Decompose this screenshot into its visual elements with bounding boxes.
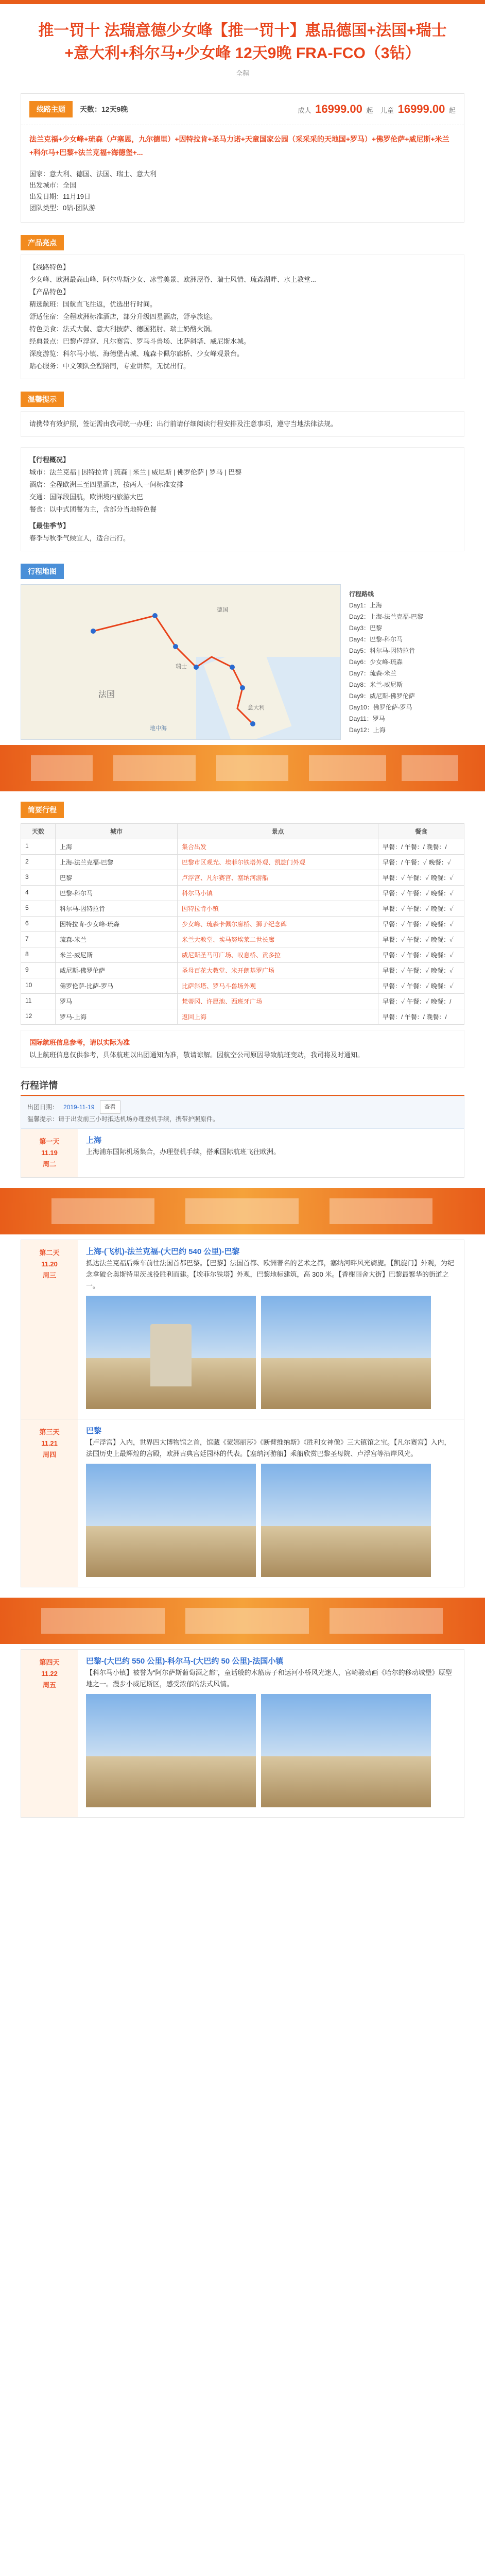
features-line: 深度游览：科尔马小镇、海德堡古城、琉森卡佩尔廊桥、少女峰观景台。 bbox=[29, 350, 244, 358]
legend-item: Day5：科尔马-因特拉肯 bbox=[349, 647, 415, 654]
band-image bbox=[113, 755, 196, 781]
meta-value: 全国 bbox=[63, 181, 77, 189]
overview-line: 餐食：以中式团餐为主，含部分当地特色餐 bbox=[29, 505, 157, 513]
meta-list bbox=[21, 166, 464, 222]
flight-tip-title: 国际航班信息参考，请以实际为准 bbox=[29, 1039, 130, 1046]
band-image bbox=[216, 755, 288, 781]
adult-unit: 起 bbox=[366, 107, 373, 114]
legend-item: Day8：米兰-威尼斯 bbox=[349, 681, 403, 688]
map-label: 意大利 bbox=[248, 705, 265, 711]
price-box bbox=[298, 103, 456, 116]
cell-day: 7 bbox=[21, 932, 56, 947]
band-image bbox=[31, 755, 93, 781]
table-row bbox=[21, 947, 464, 963]
band-image bbox=[51, 1198, 154, 1224]
cell-meal: 早餐：✓ 午餐：✓ 晚餐：✓ bbox=[378, 963, 464, 978]
cell-spot: 米兰大教堂、埃马努埃莱二世长廊 bbox=[178, 932, 378, 947]
day-label: 第二天 11.20 周三 bbox=[21, 1240, 78, 1419]
map-point bbox=[152, 613, 158, 618]
col-header: 景点 bbox=[178, 824, 378, 839]
overview-title: 【行程概况】 bbox=[29, 456, 70, 464]
cell-day: 2 bbox=[21, 855, 56, 870]
day-title: 巴黎 bbox=[86, 1427, 102, 1435]
day-content bbox=[78, 1240, 464, 1419]
info-row bbox=[27, 1100, 458, 1114]
cell-spot: 集合出发 bbox=[178, 839, 378, 855]
cell-spot: 返回上海 bbox=[178, 1009, 378, 1025]
season-title: 【最佳季节】 bbox=[29, 522, 70, 530]
day-label: 第一天 11.19 周二 bbox=[21, 1129, 78, 1177]
strip-label: 出团日期： bbox=[27, 1104, 59, 1111]
cell-spot: 比萨斜塔、罗马斗兽场外观 bbox=[178, 978, 378, 994]
day-title: 上海 bbox=[86, 1136, 102, 1145]
page-title: 推一罚十 法瑞意德少女峰【推一罚十】惠品德国+法国+瑞士+意大利+科尔马+少女峰 12天9晚 FRA-FCO（3钻） bbox=[38, 22, 447, 62]
map-point bbox=[173, 644, 178, 649]
photo-arc-de-triomphe bbox=[86, 1296, 256, 1409]
cell-city: 威尼斯-佛罗伦萨 bbox=[56, 963, 178, 978]
features-line: 【线路特色】 bbox=[29, 263, 70, 271]
route-map bbox=[21, 584, 341, 740]
legend-item: Day10：佛罗伦萨-罗马 bbox=[349, 704, 412, 711]
day-content bbox=[78, 1129, 464, 1177]
notice-tag: 温馨提示 bbox=[21, 392, 64, 407]
legend-item: Day3：巴黎 bbox=[349, 624, 383, 632]
route-line: 法兰克福+少女峰+琉森（卢塞恩，九尔德里）+因特拉肯+圣马力诺+天童国家公园（采采采的天地国+罗马）+佛罗伦萨+威尼斯+米兰+科尔马+巴黎+法兰克福+海德堡+... bbox=[29, 135, 449, 157]
legend-item: Day1：上海 bbox=[349, 602, 383, 609]
meta-row bbox=[29, 168, 456, 180]
view-button[interactable]: 查看 bbox=[100, 1100, 120, 1114]
map-section bbox=[21, 584, 464, 740]
band-image bbox=[185, 1608, 309, 1634]
adult-price: 16999.00 bbox=[315, 103, 362, 115]
table-row bbox=[21, 994, 464, 1009]
table-row bbox=[21, 901, 464, 917]
legend-title: 行程路线 bbox=[349, 590, 374, 598]
cell-spot: 梵蒂冈、许愿池、西班牙广场 bbox=[178, 994, 378, 1009]
meta-row bbox=[29, 180, 456, 191]
cell-spot: 卢浮宫、凡尔赛宫、塞纳河游船 bbox=[178, 870, 378, 886]
col-header: 餐食 bbox=[378, 824, 464, 839]
band-image bbox=[330, 1198, 432, 1224]
cell-day: 4 bbox=[21, 886, 56, 901]
map-pill: 行程地图 bbox=[21, 564, 64, 579]
notice-title bbox=[21, 392, 464, 407]
adult-label: 成人 bbox=[298, 107, 311, 114]
table-row bbox=[21, 917, 464, 932]
cell-meal: 早餐：✓ 午餐：✓ 晚餐：✓ bbox=[378, 978, 464, 994]
map-point bbox=[230, 665, 235, 670]
table-row bbox=[21, 839, 464, 855]
day-block bbox=[21, 1129, 464, 1178]
meta-row bbox=[29, 191, 456, 202]
cell-meal: 早餐：✓ 午餐：✓ 晚餐：✓ bbox=[378, 917, 464, 932]
overview-line: 城市：法兰克福 | 因特拉肯 | 琉森 | 米兰 | 威尼斯 | 佛罗伦萨 | 罗马 | 巴黎 bbox=[29, 468, 242, 476]
table-row bbox=[21, 963, 464, 978]
map-route-line bbox=[93, 616, 253, 724]
cell-meal: 早餐：✓ 午餐：✓ 晚餐：✓ bbox=[378, 886, 464, 901]
day-text: 上海浦东国际机场集合，办理登机手续，搭乘国际航班飞往欧洲。 bbox=[86, 1148, 281, 1156]
top-accent-bar bbox=[0, 0, 485, 4]
cell-city: 科尔马-因特拉肯 bbox=[56, 901, 178, 917]
cell-city: 巴黎 bbox=[56, 870, 178, 886]
itinerary-title bbox=[21, 802, 464, 818]
band-image bbox=[402, 755, 458, 781]
features-line: 精选航班：国航直飞往返，优选出行时间。 bbox=[29, 300, 157, 308]
cell-meal: 早餐：✓ 午餐：✓ 晚餐：✓ bbox=[378, 932, 464, 947]
page-subtitle: 全程 bbox=[235, 70, 249, 77]
cell-day: 3 bbox=[21, 870, 56, 886]
map-label: 德国 bbox=[217, 607, 228, 613]
cell-day: 9 bbox=[21, 963, 56, 978]
cell-day: 8 bbox=[21, 947, 56, 963]
child-price: 16999.00 bbox=[397, 103, 445, 115]
strip-text: 温馨提示：请于出发前三小时抵达机场办理登机手续，携带护照原件。 bbox=[27, 1115, 219, 1123]
map-label: 瑞士 bbox=[176, 664, 187, 670]
table-row bbox=[21, 855, 464, 870]
decor-band bbox=[0, 745, 485, 791]
table-row bbox=[21, 886, 464, 901]
band-image bbox=[185, 1198, 299, 1224]
overview-line: 酒店：全程欧洲三至四星酒店，按两人一间标准安排 bbox=[29, 481, 184, 488]
cell-day: 1 bbox=[21, 839, 56, 855]
cell-city: 罗马-上海 bbox=[56, 1009, 178, 1025]
notice-body: 请携带有效护照，签证需由我司统一办理；出行前请仔细阅读行程安排及注意事项，遵守当地法律法规。 bbox=[21, 411, 464, 437]
cell-city: 琉森-米兰 bbox=[56, 932, 178, 947]
features-line: 【产品特色】 bbox=[29, 288, 70, 296]
legend-item: Day12：上海 bbox=[349, 726, 386, 734]
day-label: 第四天 11.22 周五 bbox=[21, 1650, 78, 1817]
cell-city: 佛罗伦萨-比萨-罗马 bbox=[56, 978, 178, 994]
cell-meal: 早餐：✓ 午餐：✓ 晚餐：/ bbox=[378, 994, 464, 1009]
overview-body bbox=[21, 447, 464, 551]
day-content bbox=[78, 1650, 464, 1817]
detail-title: 行程详情 bbox=[21, 1078, 464, 1096]
meta-key: 国家： bbox=[29, 170, 50, 178]
meta-key: 出发城市： bbox=[29, 181, 63, 189]
features-title bbox=[21, 235, 464, 250]
meta-key: 团队类型： bbox=[29, 204, 63, 212]
legend-item: Day6：少女峰-琉森 bbox=[349, 658, 403, 666]
day-text: 抵达法兰克福后乘车前往法国首都巴黎。【巴黎】法国首都、欧洲著名的艺术之都，塞纳河畔风光旖旎。【凯旋门】外观，为纪念拿破仑奥斯特里茨战役胜利而建。【埃菲尔铁塔】外观，巴黎地标建筑，高 300 米。【香榭丽舍大街】巴黎最繁华的街道之一。 bbox=[86, 1259, 455, 1290]
summary-tag: 线路主题 bbox=[29, 101, 73, 117]
decor-band bbox=[0, 1188, 485, 1234]
band-image bbox=[41, 1608, 165, 1634]
photo-colmar bbox=[86, 1694, 256, 1807]
cell-day: 6 bbox=[21, 917, 56, 932]
flight-tip-text: 以上航班信息仅供参考，具体航班以出团通知为准，敬请谅解。因航空公司原因导致航班变动，我司将及时通知。 bbox=[29, 1051, 365, 1059]
cell-city: 米兰-威尼斯 bbox=[56, 947, 178, 963]
features-line: 贴心服务：中文领队全程陪同，专业讲解，无忧出行。 bbox=[29, 362, 190, 370]
map-point bbox=[250, 721, 255, 726]
flight-tip bbox=[21, 1030, 464, 1068]
day-block bbox=[21, 1419, 464, 1587]
col-header: 天数 bbox=[21, 824, 56, 839]
title-area bbox=[0, 4, 485, 83]
meta-value: 11月19日 bbox=[63, 193, 91, 200]
itinerary-pill: 简要行程 bbox=[21, 802, 64, 818]
features-line: 少女峰、欧洲最高山峰、阿尔卑斯少女、冰雪美景、欧洲屋脊、瑞士风情、琉森湖畔、水上教堂... bbox=[29, 276, 316, 283]
band-image bbox=[309, 755, 386, 781]
strip-date: 2019-11-19 bbox=[63, 1104, 95, 1111]
cell-spot: 科尔马小镇 bbox=[178, 886, 378, 901]
cell-meal: 早餐：✓ 午餐：✓ 晚餐：✓ bbox=[378, 947, 464, 963]
summary-header bbox=[21, 94, 464, 125]
cell-spot: 威尼斯圣马可广场、叹息桥、贡多拉 bbox=[178, 947, 378, 963]
photo-louvre bbox=[86, 1464, 256, 1577]
cell-day: 10 bbox=[21, 978, 56, 994]
cell-meal: 早餐：/ 午餐：/ 晚餐：/ bbox=[378, 1009, 464, 1025]
cell-city: 上海-法兰克福-巴黎 bbox=[56, 855, 178, 870]
cell-city: 因特拉肯-少女峰-琉森 bbox=[56, 917, 178, 932]
meta-value: 0钻·团队游 bbox=[63, 204, 96, 212]
photo-versailles bbox=[261, 1464, 431, 1577]
day-content bbox=[78, 1419, 464, 1587]
cell-day: 12 bbox=[21, 1009, 56, 1025]
cell-day: 11 bbox=[21, 994, 56, 1009]
day-block bbox=[21, 1649, 464, 1818]
table-row bbox=[21, 870, 464, 886]
cell-meal: 早餐：/ 午餐：✓ 晚餐：✓ bbox=[378, 855, 464, 870]
cell-meal: 早餐：✓ 午餐：✓ 晚餐：✓ bbox=[378, 870, 464, 886]
cell-meal: 早餐：✓ 午餐：✓ 晚餐：✓ bbox=[378, 901, 464, 917]
map-point bbox=[240, 685, 245, 690]
table-header-row bbox=[21, 824, 464, 839]
cell-meal: 早餐：/ 午餐：/ 晚餐：/ bbox=[378, 839, 464, 855]
table-row bbox=[21, 932, 464, 947]
cell-spot: 圣母百花大教堂、米开朗基罗广场 bbox=[178, 963, 378, 978]
map-label: 法国 bbox=[98, 690, 115, 699]
features-body bbox=[21, 255, 464, 379]
legend-item: Day7：琉森-米兰 bbox=[349, 670, 397, 677]
day-title: 上海-(飞机)-法兰克福-(大巴约 540 公里)-巴黎 bbox=[86, 1247, 240, 1256]
map-title bbox=[21, 564, 464, 579]
cell-spot: 少女峰、琉森卡佩尔廊桥、狮子纪念碑 bbox=[178, 917, 378, 932]
photo-bridge bbox=[261, 1296, 431, 1409]
decor-band bbox=[0, 1598, 485, 1644]
days-count: 天数：12天9晚 bbox=[80, 105, 128, 113]
legend-item: Day11：罗马 bbox=[349, 715, 385, 722]
map-legend bbox=[341, 584, 464, 740]
detail-info-strip bbox=[21, 1096, 464, 1129]
col-header: 城市 bbox=[56, 824, 178, 839]
table-row bbox=[21, 1009, 464, 1025]
features-line: 经典景点：巴黎卢浮宫、凡尔赛宫、罗马斗兽场、比萨斜塔、威尼斯水城。 bbox=[29, 337, 251, 345]
meta-value: 意大利、德国、法国、瑞士、意大利 bbox=[49, 170, 157, 178]
map-point bbox=[91, 629, 96, 634]
meta-row bbox=[29, 202, 456, 214]
cell-city: 上海 bbox=[56, 839, 178, 855]
child-label: 儿童 bbox=[380, 107, 394, 114]
map-label: 地中海 bbox=[150, 725, 167, 732]
features-line: 特色美食：法式大餐、意大利披萨、德国猪肘、瑞士奶酪火锅。 bbox=[29, 325, 217, 333]
day-label: 第三天 11.21 周四 bbox=[21, 1419, 78, 1587]
map-point bbox=[194, 665, 199, 670]
child-unit: 起 bbox=[448, 107, 456, 114]
overview-line: 交通：国际段国航，欧洲境内旅游大巴 bbox=[29, 493, 144, 501]
day-title: 巴黎-(大巴约 550 公里)-科尔马-(大巴约 50 公里)-法国小镇 bbox=[86, 1657, 284, 1666]
band-image bbox=[330, 1608, 443, 1634]
day-block bbox=[21, 1240, 464, 1419]
summary-card bbox=[21, 93, 464, 223]
table-row bbox=[21, 978, 464, 994]
features-line: 舒适住宿：全程欧洲标准酒店，部分升级四星酒店，舒享旅途。 bbox=[29, 313, 217, 320]
cell-spot: 巴黎市区观光、埃菲尔铁塔外观、凯旋门外观 bbox=[178, 855, 378, 870]
legend-item: Day9：威尼斯-佛罗伦萨 bbox=[349, 692, 415, 700]
itinerary-table bbox=[21, 823, 464, 1025]
legend-item: Day2：上海-法兰克福-巴黎 bbox=[349, 613, 424, 620]
day-text: 【卢浮宫】入内，世界四大博物馆之首，馆藏《蒙娜丽莎》《断臂维纳斯》《胜利女神像》三大镇馆之宝。【凡尔赛宫】入内，法国历史上最辉煌的宫殿，欧洲古典宫廷园林的代表。【塞纳河游船】乘船欣赏巴黎圣母院、卢浮宫等沿岸风光。 bbox=[86, 1438, 451, 1458]
features-tag: 产品亮点 bbox=[21, 235, 64, 250]
photo-garden bbox=[261, 1694, 431, 1807]
season-text: 春季与秋季气候宜人，适合出行。 bbox=[29, 534, 130, 542]
day-text: 【科尔马小镇】被誉为“阿尔萨斯葡萄酒之都”，童话般的木筋房子和运河小桥风光迷人，宫崎骏动画《哈尔的移动城堡》原型地之一。漫步小威尼斯区，感受浓郁的法式风情。 bbox=[86, 1669, 452, 1688]
cell-day: 5 bbox=[21, 901, 56, 917]
meta-key: 出发日期： bbox=[29, 193, 63, 200]
cell-spot: 因特拉肯小镇 bbox=[178, 901, 378, 917]
legend-item: Day4：巴黎-科尔马 bbox=[349, 636, 403, 643]
cell-city: 罗马 bbox=[56, 994, 178, 1009]
cell-city: 巴黎-科尔马 bbox=[56, 886, 178, 901]
